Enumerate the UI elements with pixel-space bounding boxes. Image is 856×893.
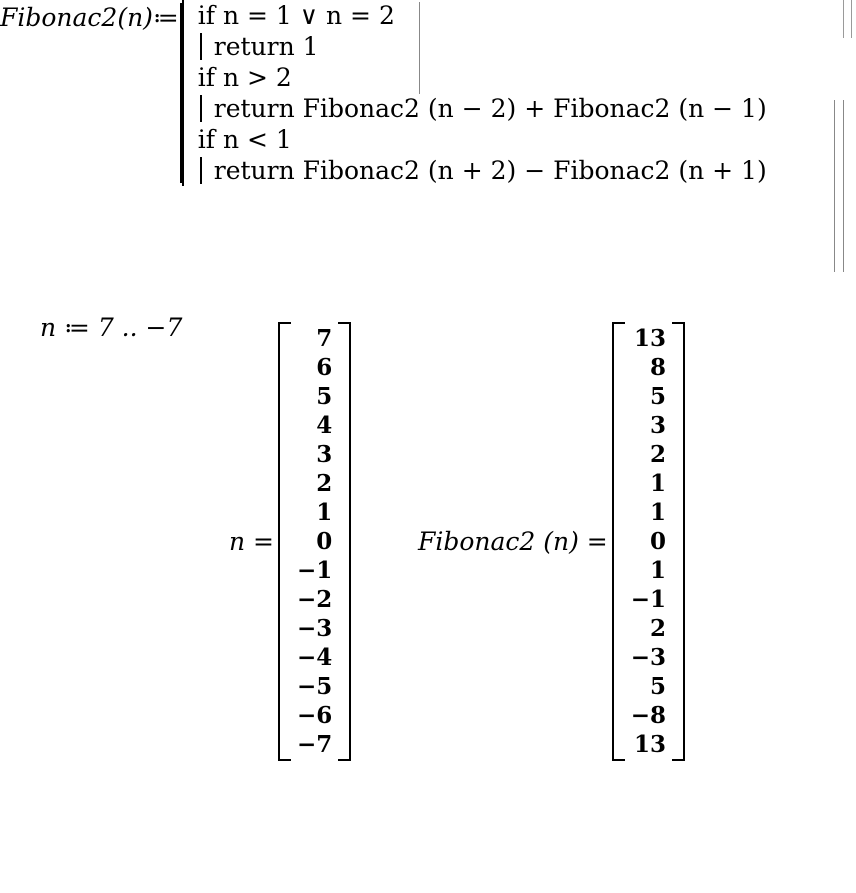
- matrix-fibonac2-right-bracket: [672, 322, 685, 761]
- matrix-cell: −3: [630, 644, 667, 671]
- matrix-cell: −2: [297, 586, 333, 613]
- matrix-cell: 1: [316, 499, 333, 526]
- matrix-cell: −7: [297, 731, 333, 758]
- matrix-n-label: n =: [229, 527, 274, 556]
- matrix-cell: −6: [297, 702, 333, 729]
- matrix-fibonac2-label: Fibonac2 (n) =: [418, 527, 608, 556]
- program-line-if-3[interactable]: if n < 1: [197, 125, 292, 154]
- region-rule-2: [834, 100, 835, 272]
- result-matrix-fibonac2[interactable]: [418, 322, 685, 761]
- matrix-cell: 2: [650, 441, 667, 468]
- result-matrix-n[interactable]: [229, 322, 351, 761]
- matrix-cell: 5: [650, 673, 667, 700]
- matrix-cell: −1: [297, 557, 333, 584]
- matrix-cell: 13: [634, 325, 667, 352]
- program-line-return-2[interactable]: return Fibonac2 (n − 2) + Fibonac2 (n − 1): [198, 93, 767, 124]
- matrix-n-right-bracket: [338, 322, 351, 761]
- program-line-if-2[interactable]: if n > 2: [197, 63, 292, 92]
- matrix-cell: 2: [650, 615, 667, 642]
- page-margin-rule-left: [843, 0, 844, 38]
- matrix-cell: −4: [297, 644, 333, 671]
- matrix-cell: −8: [630, 702, 667, 729]
- matrix-n-column: [291, 322, 338, 761]
- program-name-and-assignment: [0, 0, 178, 32]
- program-argument: (n): [117, 3, 153, 32]
- matrix-cell: 7: [316, 325, 333, 352]
- matrix-fibonac2-left-bracket: [612, 322, 625, 761]
- matrix-fibonac2-column: [625, 322, 672, 761]
- range-variable-definition[interactable]: n ≔ 7 .. −7: [40, 313, 183, 342]
- matrix-cell: 1: [650, 470, 667, 497]
- region-rule-1: [419, 2, 420, 94]
- matrix-cell: −5: [297, 673, 333, 700]
- matrix-n-left-bracket: [278, 322, 291, 761]
- matrix-cell: 3: [316, 441, 333, 468]
- matrix-cell: 8: [650, 354, 667, 381]
- matrix-n-body: [278, 322, 351, 761]
- matrix-cell: 4: [316, 412, 333, 439]
- matrix-cell: 5: [650, 383, 667, 410]
- program-definition-block[interactable]: [0, 0, 767, 186]
- matrix-cell: −1: [630, 586, 667, 613]
- matrix-cell: 3: [650, 412, 667, 439]
- program-line-return-1[interactable]: return 1: [198, 31, 767, 62]
- matrix-cell: 13: [634, 731, 667, 758]
- matrix-fibonac2-body: [612, 322, 685, 761]
- assignment-operator: ≔: [152, 3, 178, 32]
- matrix-cell: −3: [297, 615, 333, 642]
- matrix-cell: 5: [316, 383, 333, 410]
- program-body[interactable]: [182, 0, 767, 186]
- matrix-cell: 1: [650, 557, 667, 584]
- program-name: Fibonac2: [0, 3, 118, 32]
- program-line-if-1[interactable]: if n = 1 ∨ n = 2: [197, 1, 395, 30]
- page-margin-rule-right: [851, 0, 852, 38]
- matrix-cell: 2: [316, 470, 333, 497]
- matrix-cell: 6: [316, 354, 333, 381]
- matrix-cell: 0: [650, 528, 667, 555]
- region-rule-3: [843, 100, 844, 272]
- matrix-cell: 0: [316, 528, 333, 555]
- matrix-cell: 1: [650, 499, 667, 526]
- program-line-return-3[interactable]: return Fibonac2 (n + 2) − Fibonac2 (n + 1): [198, 155, 767, 186]
